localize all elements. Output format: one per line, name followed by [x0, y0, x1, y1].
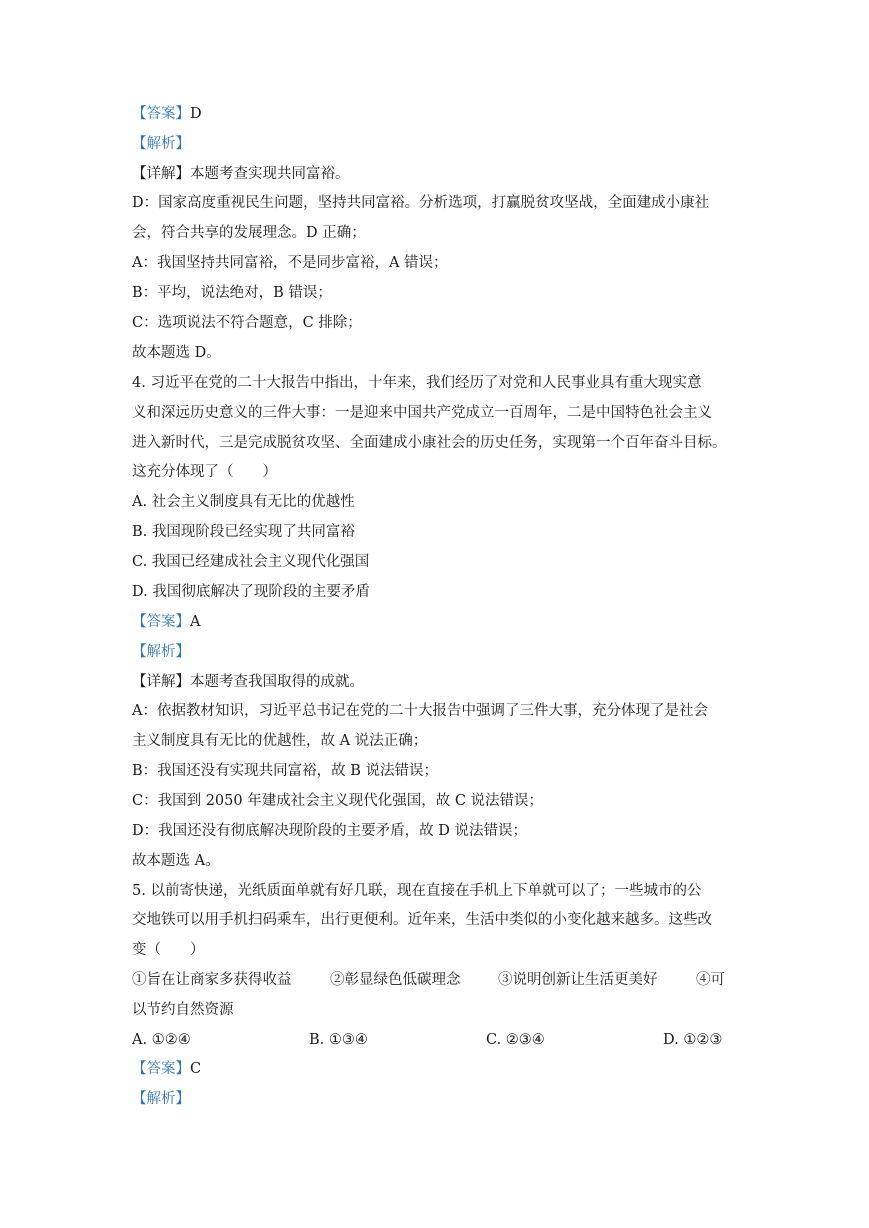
- answer-value: C: [190, 1061, 202, 1077]
- q5-statement-cont: 以节约自然资源: [132, 1002, 234, 1018]
- q5-statement-1: ①旨在让商家多获得收益: [132, 972, 292, 988]
- q5-choice-b: B. ①③④: [309, 1032, 368, 1048]
- q5-choice-c: C. ②③④: [486, 1032, 545, 1048]
- q3-line-1: D：国家高度重视民生问题，坚持共同富裕。分析选项，打赢脱贫攻坚战，全面建成小康社: [132, 195, 710, 211]
- q4-line-5: D：我国还没有彻底解决现阶段的主要矛盾，故 D 说法错误；: [132, 823, 527, 839]
- answer-value: A: [190, 614, 201, 630]
- q4-line-2: 主义制度具有无比的优越性，故 A 说法正确；: [132, 733, 428, 749]
- answer-tag: 【答案】: [132, 106, 190, 122]
- analysis-tag: 【解析】: [132, 1091, 190, 1107]
- q5-analysis: [132, 1089, 742, 1109]
- q4-line-4: C：我国到 2050 年建成社会主义现代化强国，故 C 说法错误；: [132, 793, 544, 809]
- q3-line-4: B：平均，说法绝对，B 错误；: [132, 285, 332, 301]
- q4-analysis: [132, 642, 742, 662]
- q5-choice-d: D. ①②③: [663, 1032, 723, 1048]
- q4-option-c: C. 我国已经建成社会主义现代化强国: [132, 554, 370, 570]
- detail-tag: 【详解】: [132, 166, 190, 182]
- q4-detail: [132, 672, 742, 692]
- q4-stem-1: 4. 习近平在党的二十大报告中指出，十年来，我们经历了对党和人民事业具有重大现实意: [132, 375, 702, 391]
- q4-option-b: B. 我国现阶段已经实现了共同富裕: [132, 524, 355, 540]
- q4-stem-4: 这充分体现了（ ）: [132, 464, 277, 480]
- q4-answer: [132, 612, 742, 632]
- q3-line-5: C：选项说法不符合题意，C 排除；: [132, 315, 362, 331]
- q3-line-6: 故本题选 D。: [132, 345, 221, 361]
- q3-line-2: 会，符合共享的发展理念。D 正确；: [132, 225, 366, 241]
- q4-stem-2: 义和深远历史意义的三件大事：一是迎来中国共产党成立一百周年，二是中国特色社会主义: [132, 405, 712, 421]
- q4-line-6: 故本题选 A。: [132, 853, 220, 869]
- q5-answer: [132, 1059, 742, 1079]
- detail-tag: 【详解】: [132, 674, 190, 690]
- q4-line-3: B：我国还没有实现共同富裕，故 B 说法错误；: [132, 763, 439, 779]
- q5-statement-4: ④可: [696, 972, 725, 988]
- analysis-tag: 【解析】: [132, 644, 190, 660]
- q5-statement-3: ③说明创新让生活更美好: [498, 972, 658, 988]
- q3-line-3: A：我国坚持共同富裕，不是同步富裕，A 错误；: [132, 255, 448, 271]
- q5-statement-2: ②彰显绿色低碳理念: [330, 972, 461, 988]
- answer-value: D: [190, 106, 202, 122]
- detail-intro: 本题考查实现共同富裕。: [190, 166, 350, 182]
- q5-stem-1: 5. 以前寄快递，光纸质面单就有好几联，现在直接在手机上下单就可以了；一些城市的公: [132, 883, 702, 899]
- q3-analysis: [132, 134, 742, 154]
- q5-stem-3: 变（ ）: [132, 942, 205, 958]
- detail-intro: 本题考查我国取得的成就。: [190, 674, 364, 690]
- q3-detail: [132, 164, 742, 184]
- q4-option-d: D. 我国彻底解决了现阶段的主要矛盾: [132, 584, 370, 600]
- q4-stem-3: 进入新时代，三是完成脱贫攻坚、全面建成小康社会的历史任务，实现第一个百年奋斗目标。: [132, 435, 727, 451]
- q5-stem-2: 交地铁可以用手机扫码乘车，出行更便利。近年来，生活中类似的小变化越来越多。这些改: [132, 912, 712, 928]
- answer-tag: 【答案】: [132, 614, 190, 630]
- q4-line-1: A：依据教材知识，习近平总书记在党的二十大报告中强调了三件大事，充分体现了是社会: [132, 703, 708, 719]
- q5-choices-row: [132, 1030, 742, 1050]
- q4-option-a: A. 社会主义制度具有无比的优越性: [132, 494, 355, 510]
- q5-statements-row: [132, 970, 742, 990]
- answer-tag: 【答案】: [132, 1061, 190, 1077]
- q5-choice-a: A. ①②④: [132, 1032, 191, 1048]
- q3-answer: [132, 104, 742, 124]
- analysis-tag: 【解析】: [132, 136, 190, 152]
